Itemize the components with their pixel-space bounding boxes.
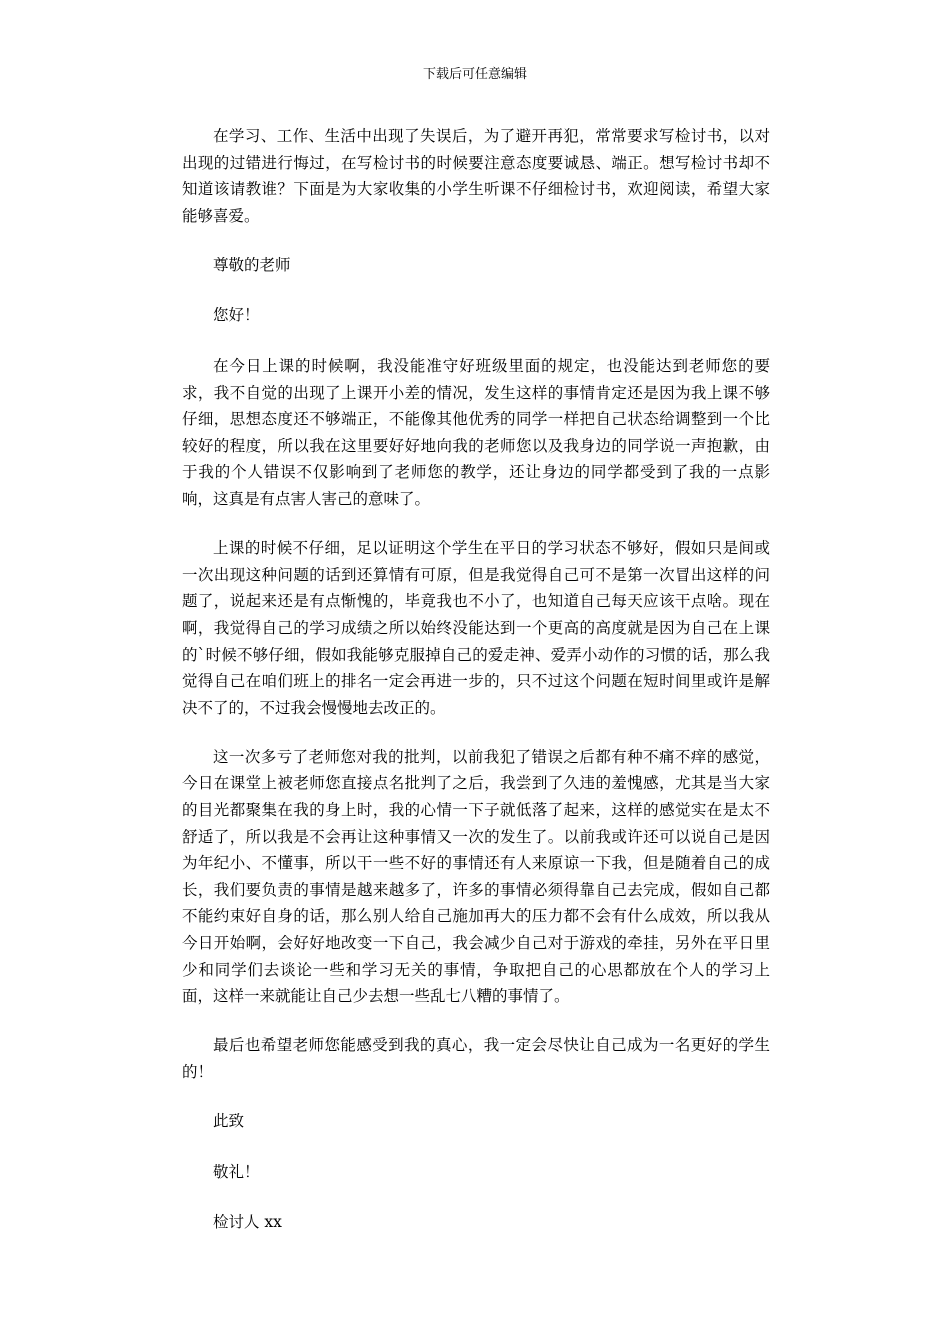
body-paragraph-1: 在今日上课的时候啊，我没能准守好班级里面的规定，也没能达到老师您的要求，我不自觉的出现了上课开小差的情况，发生这样的事情肯定还是因为我上课不够仔细，思想态度还不够端正，不能像其他优秀的同学一样把自己状态给调整到一个比较好的程度，所以我在这里要好好地向我的老师您以及我身边的同学说一声抱歉，由于我的个人错误不仅影响到了老师您的教学，还让身边的同学都受到了我的一点影响，这真是有点害人害己的意味了。 [182,357,770,509]
document-body [182,123,770,1260]
body-paragraph-2: 上课的时候不仔细，足以证明这个学生在平日的学习状态不够好，假如只是间或一次出现这种问题的话到还算情有可原，但是我觉得自己可不是第一次冒出这样的问题了，说起来还是有点惭愧的，毕竟我也不小了，也知道自己每天应该干点啥。现在啊，我觉得自己的学习成绩之所以始终没能达到一个更高的高度就是因为自己在上课的`时候不够仔细，假如我能够克服掉自己的爱走神、爱弄小动作的习惯的话，那么我觉得自己在咱们班上的排名一定会再进一步的，只不过这个问题在短时间里或许是解决不了的，不过我会慢慢地去改正的。 [182,539,770,717]
closing-line-1: 此致 [213,1111,245,1130]
signature: 检讨人 xx [213,1213,282,1232]
salutation: 尊敬的老师 [213,255,291,274]
page-header: 下载后可任意编辑 [422,67,527,82]
body-paragraph-3: 这一次多亏了老师您对我的批判，以前我犯了错误之后都有种不痛不痒的感觉，今日在课堂上被老师您直接点名批判了之后，我尝到了久违的羞愧感，尤其是当大家的目光都聚集在我的身上时，我的心情一下子就低落了起来，这样的感觉实在是太不舒适了，所以我是不会再让这种事情又一次的发生了。以前我或许还可以说自己是因为年纪小、不懂事，所以干一些不好的事情还有人来原谅一下我，但是随着自己的成长，我们要负责的事情是越来越多了，许多的事情必须得靠自己去完成，假如自己都不能约束好自身的话，那么别人给自己施加再大的压力都不会有什么成效，所以我从今日开始啊，会好好地改变一下自己，我会减少自己对于游戏的牵挂，另外在平日里少和同学们去谈论一些和学习无关的事情，争取把自己的心思都放在个人的学习上面，这样一来就能让自己少去想一些乱七八糟的事情了。 [182,747,770,1006]
intro-paragraph: 在学习、工作、生活中出现了失误后，为了避开再犯，常常要求写检讨书，以对出现的过错进行悔过，在写检讨书的时候要注意态度要诚恳、端正。想写检讨书却不知道该请教谁？下面是为大家收集的小学生听课不仔细检讨书，欢迎阅读，希望大家能够喜爱。 [182,127,770,225]
greeting: 您好！ [213,306,260,325]
closing-line-2: 敬礼！ [213,1162,260,1181]
body-paragraph-4: 最后也希望老师您能感受到我的真心，我一定会尽快让自己成为一名更好的学生的！ [182,1036,770,1081]
